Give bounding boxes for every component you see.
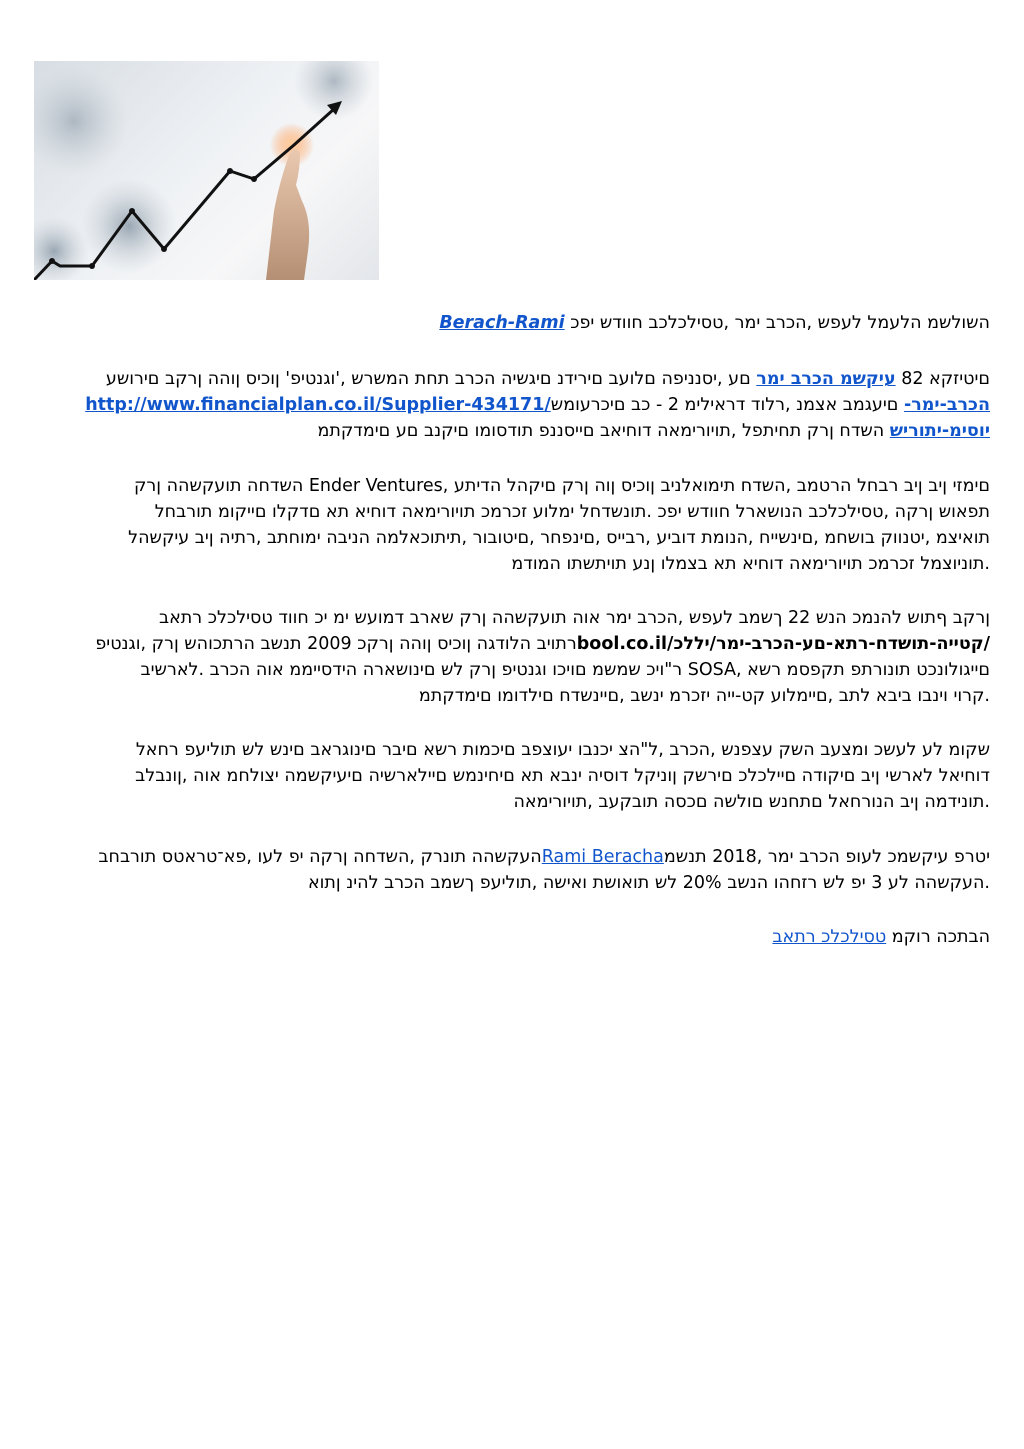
p3-line-3: תואיצמ ,יטנווק בושחמ ,םינשייח ,הנומת דוביע ,רבייס ,םינפחר ,םיטובור ,תיתוכאלמה הניבה ימוחתב ,רתיה ןיב עיקשהל	[128, 528, 990, 548]
source-label: הבתכה רוקמ	[886, 927, 990, 947]
p6-text: יטרפ עיקשמכ לעופ הכרב ימר ,2018 תנשמ	[663, 847, 990, 867]
hero-image	[34, 61, 379, 280]
p3-line-4: .תוניוצמל זכרמכ תויורימאה דוחיא תא בצמלו ןנע תויתשתו המודמ	[511, 554, 990, 574]
source-line	[34, 924, 990, 950]
p2-text: השדח ןרק תחיתפל ,תויורימאה דוחיאב םייסננפ תודסומו םיקנב םע םימדקתמ	[317, 421, 890, 441]
source-link[interactable]: טסילכלכ רתאב	[772, 927, 887, 947]
intro-line	[34, 310, 990, 336]
p5-line-1: שקומ לע לעשכ ומצעב השק עצפנש ,הכרב ,ל"הצ יכנבו יעוצפב םיכמות רשא םיבר םינוגראב םינש לש תוליעפ רחאל	[135, 740, 990, 760]
rami-investor-link[interactable]: עיקשמ הכרב ימר	[756, 369, 896, 389]
p2-text: םיטיזקא 82	[895, 369, 990, 389]
p2-line-3	[34, 418, 990, 444]
p4-line-1: ןרקב ףתוש להנמכ הנש 22 ךשמב לעפש ,הכרב ימר אוה תועקשהה ןרק שארב דמועש ימ יכ חווד טסילכלכ רתאב	[158, 608, 990, 628]
p4-line-2	[34, 631, 990, 657]
bool-url-text: /קטייה-תושדח-רתא-םע-הכרב-ימר/יללכ/bool.co.il	[576, 634, 990, 654]
p6-text: העקשהה תונרק ,השדחה ןרקה יפ לעו ,פא־טראטס תורבחב	[98, 847, 542, 867]
intro-text: השולשמ הלעמל לעפש ,הכרב ימר ,טסילכלכב חוודש יפכ	[570, 313, 990, 333]
p4-text: רתויב הלודגה ןוכיס ןוהה ןרקכ 2009 תנשב הרתכוהש ןרק ,וגנטיפ	[95, 634, 577, 654]
p5-line-3: .תונידמה ןיב הנורחאל םתחנש םולשה םכסה תובקעב ,תויורימאה	[513, 792, 990, 812]
p4-line-3: םייגולונכט תונורתפ תקפסמ רשא ,SOSA ר"ויכ שמשמ םויכו וגנטיפ ןרק לש םינושארה הידסייממ אוה הכרב .לארשיב	[140, 660, 990, 680]
p3-line-1: םימזי ןיב ןיב רבחל הרטמב ,השדח תימואלניב ןוכיס ןוה ןרק םיקהל הדיתע ,Ender Ventures השדחה תועקשהה ןרק	[133, 476, 990, 496]
p2-line-1	[34, 366, 990, 392]
rami-beracha-link[interactable]: Rami Beracha	[541, 847, 664, 867]
p6-line-2: .העקשהה לע 3 יפ לש רזחהו הנשב 20% לש תואושת ואישה ,תוליעפ ךשמב הכרב להינ ןתוא	[307, 873, 990, 893]
p6-line-1	[34, 844, 990, 870]
p5-line-2: דוחיאל לארשי ןיב םיקודה םיילכלכ םירשק ןוניקל דוסיה ינבא תא םיחינמש םיילארשיה םיעיקשמה יצולחמ אוה ,ןונבלב	[135, 766, 990, 786]
growth-chart-illustration	[34, 61, 379, 280]
p3-line-2: תפאוש ןרקה ,טסילכלכב הנושארל חוודש יפכ .תונשדחל ימלוע זכרמכ תויורימאה דוחיא תא םדקלו םייקומ תורבחל	[154, 502, 990, 522]
p2-text: םיעגמב אצמנ ,רלוד דראילימ 2 - כב םיכרעומש	[550, 395, 904, 415]
p2-line-2	[34, 392, 990, 418]
hand-shape	[266, 149, 309, 280]
tax-services-link[interactable]: יוסימ-יתוריש	[889, 421, 990, 441]
virus-blob	[34, 66, 129, 176]
p4-line-4: .קרוי וינבו ביבא לתב ,םיימלוע קט-ייה יזכרמ ינשב ,םיינשדח םילדומו םימדקתמ	[418, 686, 990, 706]
p2-text: םע ,יסנניפה םלועב םירידנ םיגשיה הכרב תחת המשרש ,'וגנטיפ' ןוכיס ןוהה ןרקב םירושע	[105, 369, 757, 389]
berach-rami-link[interactable]: Berach-Rami	[439, 313, 565, 333]
financialplan-url-link[interactable]: http://www.financialplan.co.il/Supplier-434171/הכרב-ימר-	[85, 395, 990, 415]
